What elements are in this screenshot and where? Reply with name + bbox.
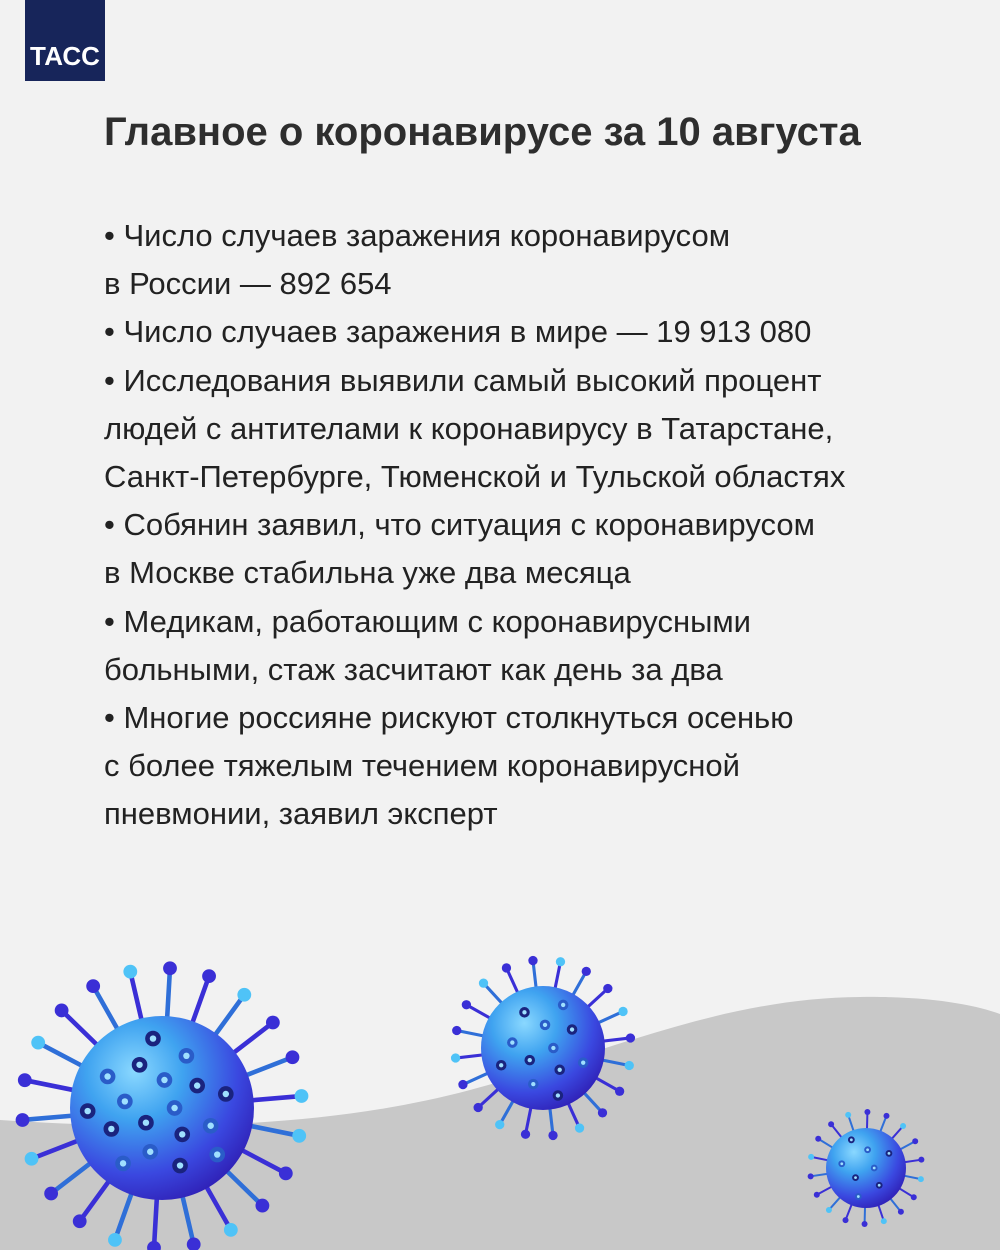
news-line: • Число случаев заражения коронавирусом — [104, 218, 731, 253]
news-line: в Москве стабильна уже два месяца — [104, 555, 631, 591]
news-line: Санкт-Петербурге, Тюменской и Тульской областях — [104, 458, 846, 494]
news-line: больными, стаж засчитают как день за два — [104, 651, 723, 687]
news-line: с более тяжелым течением коронавирусной — [104, 748, 740, 784]
logo-text: ТАСС — [30, 41, 100, 71]
news-line: • Число случаев заражения в мире — 19 913 080 — [104, 314, 812, 350]
news-line: людей с антителами к коронавирусу в Татарстане, — [104, 410, 834, 446]
news-line: в России — 892 654 — [104, 266, 392, 302]
news-line: • Собянин заявил, что ситуация с коронавирусом — [104, 507, 815, 543]
news-line: • Медикам, работающим с коронавирусными — [104, 603, 751, 639]
news-line: пневмонии, заявил эксперт — [104, 796, 498, 832]
page-title: Главное о коронавирусе за 10 августа — [104, 110, 861, 154]
news-line: • Исследования выявили самый высокий процент — [104, 362, 822, 398]
news-line: • Многие россияне рискуют столкнуться осенью — [104, 699, 794, 735]
